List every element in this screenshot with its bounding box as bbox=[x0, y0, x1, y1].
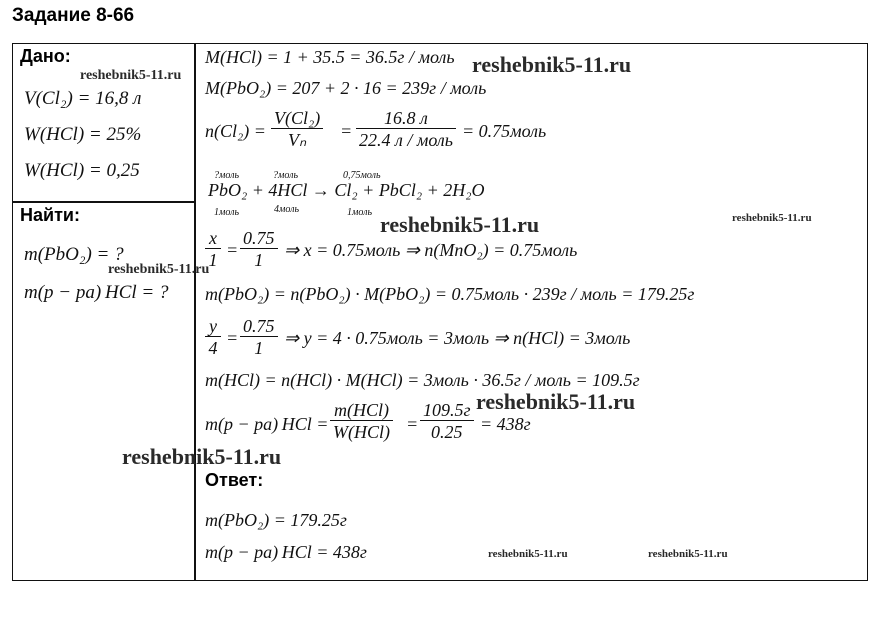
watermark: reshebnik5-11.ru bbox=[80, 68, 182, 83]
fraction-numerator: 109.5г bbox=[423, 400, 471, 420]
reaction-annotation-above: ?моль bbox=[214, 170, 240, 181]
given-heading: Дано: bbox=[20, 46, 71, 66]
fraction-numerator: 0.75 bbox=[243, 228, 275, 248]
fraction-numerator: m(HCl) bbox=[334, 400, 389, 420]
moles-cl2-label: n(Cl₂) = bbox=[205, 121, 266, 141]
fraction-denominator: 1 bbox=[254, 338, 264, 359]
watermark: reshebnik5-11.ru bbox=[732, 212, 812, 224]
fraction-volume bbox=[271, 108, 323, 151]
fraction-values bbox=[420, 400, 474, 443]
solution-mass-label: m(p − pa) HCl = bbox=[205, 414, 329, 434]
given-line: W(HCl) = 0,25 bbox=[24, 160, 140, 181]
fraction-denominator: W(HCl) bbox=[333, 422, 390, 443]
fraction-numerator: 16.8 л bbox=[384, 108, 428, 128]
moles-cl2-result: = 0.75моль bbox=[462, 121, 547, 141]
fraction-numerator: 0.75 bbox=[243, 316, 275, 336]
fraction-denominator: 4 bbox=[208, 338, 218, 359]
fraction-mass-over-fraction bbox=[330, 400, 393, 443]
task-title: Задание 8-66 bbox=[12, 5, 135, 26]
fraction-numerator: V(Cl₂) bbox=[274, 108, 321, 128]
given-line: V(Cl₂) = 16,8 л bbox=[24, 88, 142, 109]
watermark: reshebnik5-11.ru bbox=[476, 389, 636, 414]
watermark: reshebnik5-11.ru bbox=[108, 262, 210, 277]
watermark: reshebnik5-11.ru bbox=[472, 52, 632, 77]
watermark: reshebnik5-11.ru bbox=[488, 548, 568, 560]
fraction-denominator: 1 bbox=[208, 250, 218, 271]
fraction-ratio bbox=[240, 228, 278, 271]
answer-heading: Ответ: bbox=[205, 470, 264, 490]
fraction-y bbox=[205, 316, 221, 359]
reaction-annotation-above: 0,75моль bbox=[343, 170, 381, 181]
fraction-denominator: 0.25 bbox=[431, 422, 463, 443]
equals-sign: = bbox=[226, 240, 239, 260]
find-line: m(p − pa) HCl = ? bbox=[24, 282, 169, 303]
fraction-ratio bbox=[240, 316, 278, 359]
proportion-y-result: ⇒ y = 4 · 0.75моль = 3моль ⇒ n(HCl) = 3моль bbox=[284, 328, 631, 348]
solution-mass-result: = 438г bbox=[480, 414, 531, 434]
fraction-numerator: x bbox=[209, 228, 217, 248]
watermark: reshebnik5-11.ru bbox=[380, 212, 540, 237]
fraction-denominator: Vₙ bbox=[288, 130, 307, 151]
equals-sign: = bbox=[406, 414, 419, 434]
equals-sign: = bbox=[340, 121, 353, 141]
reaction-annotation-below: 1моль bbox=[214, 207, 240, 218]
watermark: reshebnik5-11.ru bbox=[122, 444, 282, 469]
molar-mass-pbo2: M(PbO₂) = 207 + 2 · 16 = 239г / моль bbox=[205, 78, 487, 98]
fraction-denominator: 22.4 л / моль bbox=[359, 130, 453, 151]
reaction-annotation-above: ?моль bbox=[273, 170, 299, 181]
mass-pbo2-calc: m(PbO₂) = n(PbO₂) · M(PbO₂) = 0.75моль · 239г / моль = 179.25г bbox=[205, 284, 695, 304]
column-divider bbox=[194, 43, 196, 581]
reaction-annotation-below: 4моль bbox=[274, 204, 300, 215]
mass-hcl-calc: m(HCl) = n(HCl) · M(HCl) = 3моль · 36.5г / моль = 109.5г bbox=[205, 370, 640, 390]
fraction-numerator: y bbox=[209, 316, 217, 336]
find-heading: Найти: bbox=[20, 205, 80, 225]
reaction-equation: PbO₂ + 4HCl → Cl₂ + PbCl₂ + 2H₂O bbox=[208, 180, 485, 200]
fraction-denominator: 1 bbox=[254, 250, 264, 271]
given-line: W(HCl) = 25% bbox=[24, 124, 142, 145]
watermark: reshebnik5-11.ru bbox=[648, 548, 728, 560]
given-find-divider bbox=[12, 201, 195, 203]
reaction-annotation-below: 1моль bbox=[347, 207, 373, 218]
molar-mass-hcl: M(HCl) = 1 + 35.5 = 36.5г / моль bbox=[205, 47, 455, 67]
find-line: m(PbO₂) = ? bbox=[24, 244, 124, 265]
equals-sign: = bbox=[226, 328, 239, 348]
proportion-x-result: ⇒ x = 0.75моль ⇒ n(MnO₂) = 0.75моль bbox=[284, 240, 578, 260]
answer-line: m(PbO₂) = 179.25г bbox=[205, 510, 347, 530]
answer-line: m(p − pa) HCl = 438г bbox=[205, 542, 367, 562]
fraction-values bbox=[356, 108, 456, 151]
